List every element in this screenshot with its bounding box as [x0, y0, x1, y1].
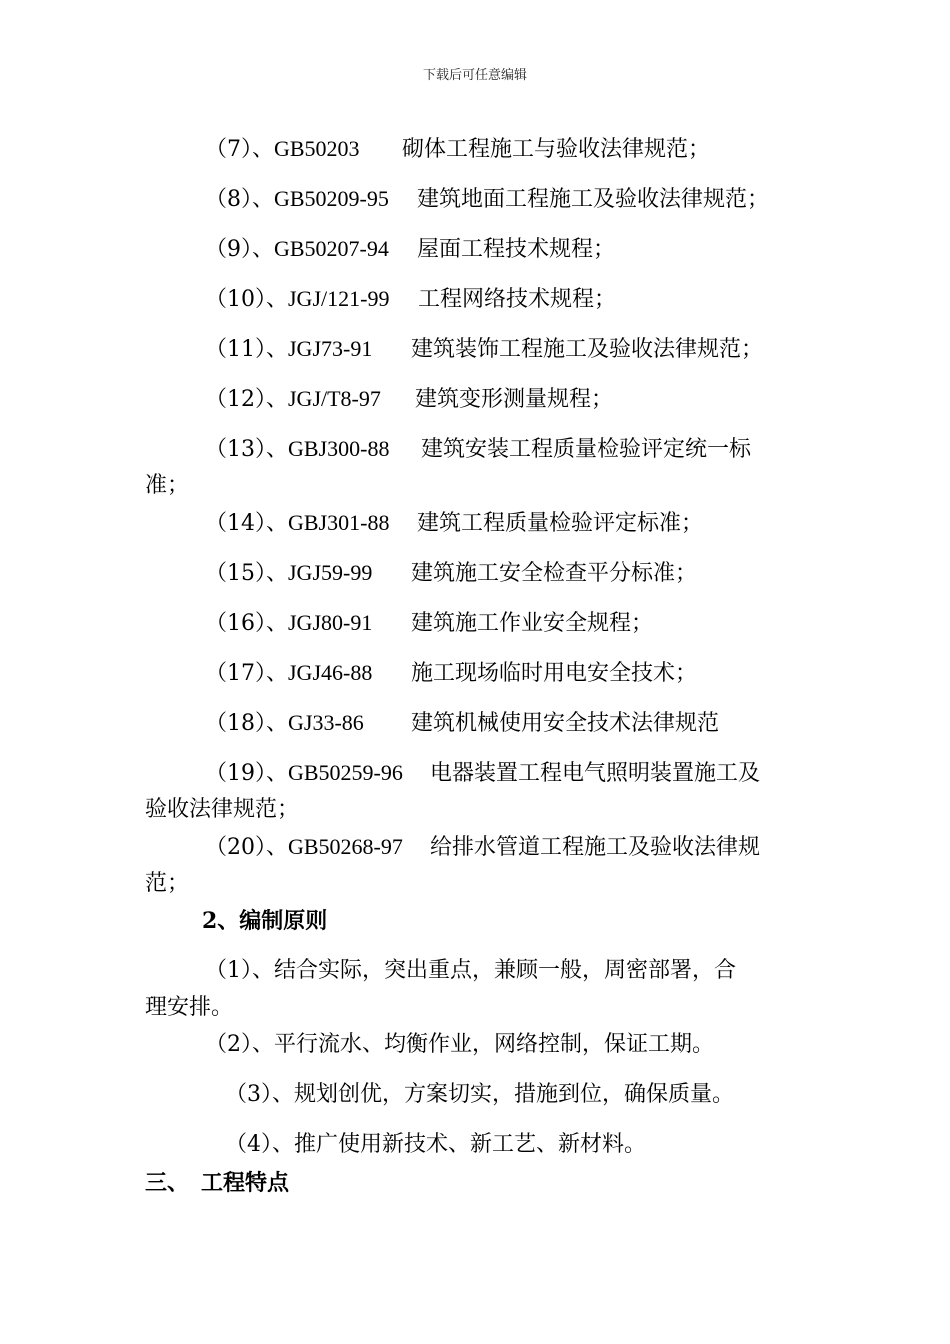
standard-item	[205, 386, 613, 413]
standard-title: 建筑变形测量规程；	[415, 387, 614, 412]
principle-item: （2）、平行流水、均衡作业，网络控制，保证工期。	[205, 1032, 714, 1057]
principle-item-continuation: 理安排。	[145, 995, 234, 1020]
standard-item	[205, 436, 751, 463]
standard-code: JGJ73-91	[288, 336, 373, 361]
standard-title: 建筑施工作业安全规程；	[411, 611, 654, 636]
standard-item	[205, 236, 615, 263]
standard-code: GB50207-94	[274, 236, 389, 261]
standard-title: 施工现场临时用电安全技术；	[411, 661, 698, 686]
item-number: （18）、	[205, 711, 288, 736]
standard-code: JGJ/T8-97	[288, 386, 381, 411]
standard-code: GB50259-96	[288, 760, 403, 785]
item-number: （8）、	[205, 187, 274, 212]
standard-item-continuation: 验收法律规范；	[145, 797, 300, 822]
chapter-title: 工程特点	[201, 1170, 290, 1196]
standard-code: JGJ46-88	[288, 660, 373, 685]
item-number: （15）、	[205, 561, 288, 586]
standard-title: 建筑施工安全检查平分标准；	[411, 561, 698, 586]
standard-code: GB50209-95	[274, 186, 389, 211]
item-number: （17）、	[205, 661, 288, 686]
chapter-number: 三、	[145, 1170, 190, 1196]
standard-title: 建筑工程质量检验评定标准；	[417, 511, 704, 536]
standard-code: JGJ80-91	[288, 610, 373, 635]
standard-item	[205, 336, 763, 363]
standard-title: 电器装置工程电气照明装置施工及	[430, 761, 761, 786]
standard-item	[205, 710, 719, 737]
page-header: 下载后可任意编辑	[422, 68, 527, 83]
item-number: （14）、	[205, 511, 288, 536]
principle-item: （4）、推广使用新技术、新工艺、新材料。	[225, 1132, 646, 1157]
standard-code: GB50268-97	[288, 834, 403, 859]
item-number: （7）、	[205, 137, 274, 162]
item-number: （12）、	[205, 387, 288, 412]
item-number: （9）、	[205, 237, 274, 262]
standard-code: GJ33-86	[288, 710, 364, 735]
standard-item	[205, 186, 769, 213]
standard-item	[205, 834, 760, 861]
standard-item-continuation: 范；	[145, 871, 190, 896]
item-number: （20）、	[205, 835, 288, 860]
section-heading: 2、编制原则	[202, 908, 328, 934]
standard-title: 工程网络技术规程；	[418, 287, 617, 312]
standard-code: GB50203	[274, 136, 360, 161]
item-number: （16）、	[205, 611, 288, 636]
standard-title: 建筑机械使用安全技术法律规范	[411, 711, 720, 736]
standard-title: 建筑安装工程质量检验评定统一标	[421, 437, 752, 462]
standard-item	[205, 560, 697, 587]
chapter-heading	[145, 1170, 289, 1196]
standard-item-continuation: 准；	[145, 473, 190, 498]
standard-title: 给排水管道工程施工及验收法律规	[430, 835, 761, 860]
standard-title: 建筑地面工程施工及验收法律规范；	[417, 187, 770, 212]
standard-title: 砌体工程施工与验收法律规范；	[402, 137, 711, 162]
principle-item: （1）、结合实际，突出重点，兼顾一般，周密部署，合	[205, 958, 736, 983]
standard-code: GBJ300-88	[288, 436, 390, 461]
standard-item	[205, 660, 697, 687]
item-number: （11）、	[205, 337, 288, 362]
standard-item	[205, 286, 616, 313]
standard-code: JGJ59-99	[288, 560, 373, 585]
standard-title: 屋面工程技术规程；	[417, 237, 616, 262]
standard-code: GBJ301-88	[288, 510, 390, 535]
standard-item	[205, 510, 703, 537]
standard-item	[205, 136, 710, 163]
standard-item	[205, 610, 653, 637]
standard-item	[205, 760, 760, 787]
item-number: （13）、	[205, 437, 288, 462]
standard-title: 建筑装饰工程施工及验收法律规范；	[411, 337, 764, 362]
item-number: （19）、	[205, 761, 288, 786]
standard-code: JGJ/121-99	[288, 286, 390, 311]
principle-item: （3）、规划创优，方案切实，措施到位，确保质量。	[225, 1082, 734, 1107]
item-number: （10）、	[205, 287, 288, 312]
